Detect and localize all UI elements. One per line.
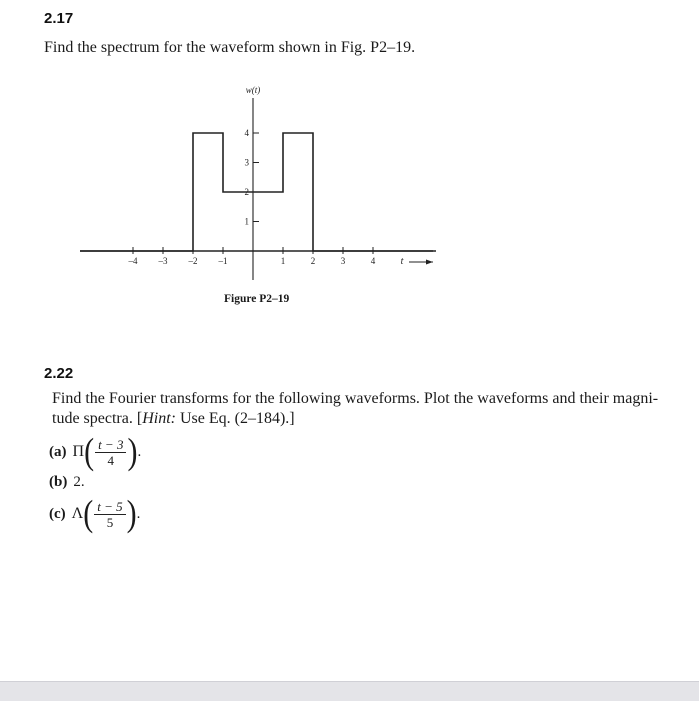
x-tick-label: 4: [370, 256, 376, 266]
waveform-line: [80, 133, 433, 251]
fraction-denominator: 4: [107, 452, 114, 468]
hint-label: Hint:: [142, 410, 176, 427]
paren-left: (: [83, 492, 94, 534]
part-c: [49, 492, 141, 534]
part-tail: .: [137, 443, 142, 460]
paren-left: (: [84, 430, 95, 472]
paren-right: ): [126, 492, 137, 534]
y-tick-label: 1: [244, 216, 249, 227]
bottom-scroll-bar[interactable]: [0, 681, 699, 701]
x-tick-label: –4: [128, 256, 138, 266]
fraction-denominator: 5: [106, 514, 114, 530]
fraction-numerator: t − 3: [95, 437, 126, 453]
fraction-numerator: t − 5: [94, 499, 125, 515]
problem-text-2-22-line2: [52, 409, 295, 428]
part-b: [49, 472, 85, 492]
problem-number-2-22: 2.22: [44, 365, 74, 382]
text-segment: Use Eq. (2–184).]: [175, 410, 295, 427]
problem-text-2-22-line1: Find the Fourier transforms for the following waveforms. Plot the waveforms and their magni-: [52, 390, 659, 407]
x-tick-label: 3: [340, 256, 346, 266]
problem-number-2-17: 2.17: [44, 10, 74, 27]
part-label: (b): [49, 473, 68, 490]
triangle-function-symbol: Λ: [71, 505, 84, 522]
x-tick-label: 1: [280, 256, 286, 266]
part-tail: .: [136, 505, 141, 522]
rect-function-symbol: Π: [72, 443, 85, 460]
text-segment: tude spectra. [: [52, 410, 143, 427]
problem-text-2-17: Find the spectrum for the waveform shown in Fig. P2–19.: [44, 39, 416, 56]
paren-right: ): [127, 430, 138, 472]
x-tick-label: –2: [188, 256, 198, 266]
x-axis-label: t: [400, 256, 404, 267]
x-tick-label: –3: [158, 256, 168, 266]
part-label: (c): [49, 505, 66, 522]
part-label: (a): [49, 443, 67, 460]
x-tick-label: –1: [218, 256, 228, 266]
y-tick-label: 2: [244, 187, 249, 197]
x-label-arrowhead: [426, 260, 433, 265]
x-tick-label: 2: [310, 256, 316, 266]
fraction: [94, 499, 125, 530]
y-tick-label: 3: [244, 157, 249, 168]
figure-caption: Figure P2–19: [224, 293, 290, 305]
fraction: [95, 437, 126, 468]
part-text: 2.: [73, 473, 85, 490]
y-axis-label: w(t): [245, 85, 261, 95]
part-a: [49, 430, 142, 472]
y-tick-label: 4: [244, 128, 249, 138]
